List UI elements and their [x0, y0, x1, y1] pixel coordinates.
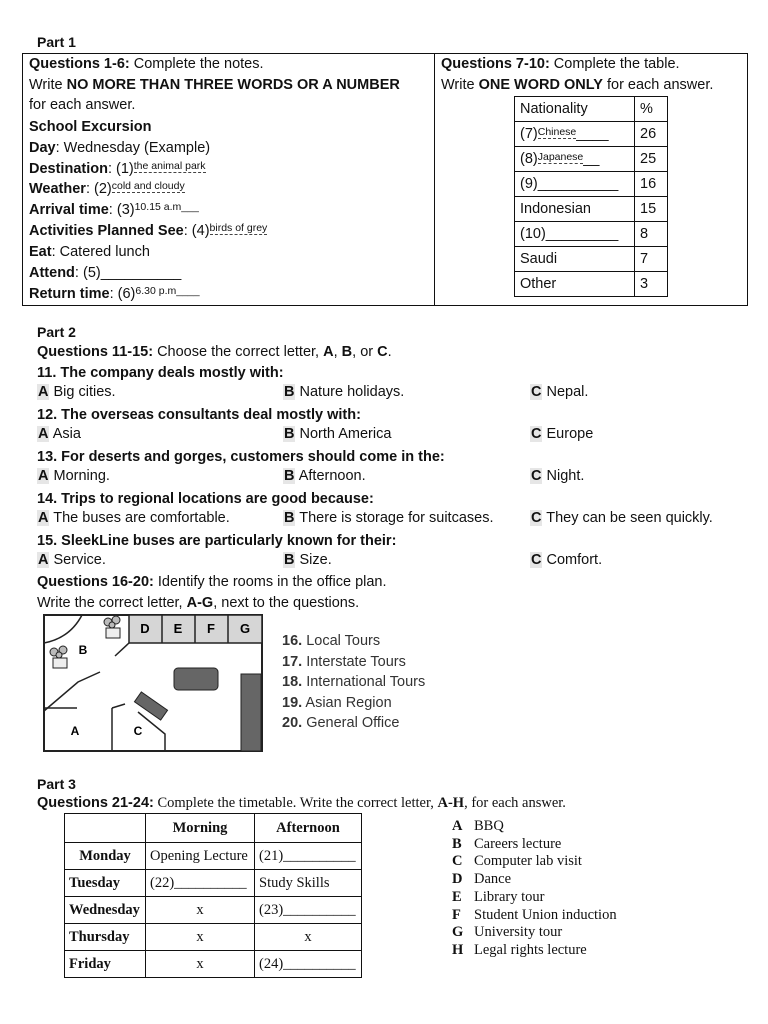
list-item: A BBQ [452, 818, 504, 834]
answer-22[interactable]: (22)__________ [146, 870, 255, 897]
counter [241, 674, 261, 751]
option-a[interactable]: A The buses are comfortable. [38, 510, 230, 526]
list-item: H Legal rights lecture [452, 941, 587, 958]
q11-15-heading: Questions 11-15: Choose the correct letter, A, B, or C. [37, 344, 392, 360]
plan-label-d: D [140, 621, 150, 636]
option-b[interactable]: B Size. [284, 552, 332, 568]
answer-24[interactable]: (24)__________ [255, 951, 362, 978]
option-a[interactable]: A Big cities. [38, 384, 116, 400]
mcq-item: 15. SleekLine buses are particularly known for their: A Service. B Size. C Comfort. [37, 533, 603, 568]
list-item: B Careers lecture [452, 835, 562, 852]
note-line-day: Day: Wednesday (Example) [29, 140, 211, 156]
header-morning: Morning [146, 814, 255, 843]
q1-6-instruction: Write NO MORE THAN THREE WORDS OR A NUMBER [29, 77, 400, 93]
plan-label-g: G [239, 621, 251, 636]
note-line-destination: Destination: (1)the animal park [29, 160, 206, 177]
part1-divider [434, 54, 435, 305]
q1-6-instruction-2: for each answer. [29, 97, 136, 113]
option-c[interactable]: C Nepal. [531, 384, 589, 400]
answer-21[interactable]: (21)__________ [255, 843, 362, 870]
part3-title: Part 3 [37, 776, 76, 792]
list-item: F Student Union induction [452, 906, 617, 923]
q16-20-heading: Questions 16-20: Identify the rooms in the office plan. [37, 574, 387, 590]
option-c[interactable]: C Night. [531, 468, 585, 484]
table-row: Tuesday (22)__________ Study Skills [65, 870, 362, 897]
note-line-attend: Attend: (5)__________ [29, 265, 182, 281]
option-b[interactable]: B North America [284, 426, 392, 442]
room-item: 17. Interstate Tours [282, 653, 406, 670]
table-row: Thursday x x [65, 924, 362, 951]
list-item: C Computer lab visit [452, 853, 582, 870]
room-item: 18. International Tours [282, 674, 426, 690]
option-b[interactable]: B There is storage for suitcases. [284, 510, 494, 526]
q1-6-heading: Questions 1-6: Complete the notes. [29, 56, 264, 72]
note-line-weather: Weather: (2)cold and cloudy [29, 180, 185, 197]
mcq-list [37, 363, 757, 573]
q21-24-heading: Questions 21-24: Complete the timetable. Write the correct letter, A-H, for each answer. [37, 795, 566, 811]
table-header: % [635, 97, 668, 122]
option-b[interactable]: B Nature holidays. [284, 384, 405, 400]
table-row: Friday x (24)__________ [65, 951, 362, 978]
note-line-eat: Eat: Catered lunch [29, 244, 150, 260]
list-item: G University tour [452, 924, 563, 941]
list-item: E Library tour [452, 888, 545, 905]
table-row: Wednesday x (23)__________ [65, 897, 362, 924]
note-line-arrival: Arrival time: $(3)^{10.15 a.m\_\_\_}$ [29, 201, 199, 218]
note-line-activities: Activities Planned See: (4)birds of grey [29, 222, 268, 239]
table-header: Nationality [515, 97, 635, 122]
notes-title: School Excursion [29, 119, 152, 135]
option-c[interactable]: C Comfort. [531, 552, 603, 568]
part1-box [22, 53, 748, 306]
option-b[interactable]: B Afternoon. [284, 468, 366, 484]
table-row: (8)Japanese__ 25 [515, 147, 668, 172]
header-afternoon: Afternoon [255, 814, 362, 843]
answer-2[interactable]: cold and cloudy [111, 180, 185, 192]
office-plan [40, 612, 270, 756]
timetable [64, 813, 362, 978]
table-row: Monday Opening Lecture (21)__________ [65, 843, 362, 870]
plan-label-c: C [133, 724, 143, 738]
room-item: 20. General Office [282, 715, 400, 731]
plan-label-b: B [78, 643, 88, 657]
table-row: Other 3 [515, 272, 668, 297]
mcq-item: 14. Trips to regional locations are good because: A The buses are comfortable. B There is storage for suitcases. C They can be seen quickly. [37, 491, 713, 526]
mcq-item: 13. For deserts and gorges, customers should come in the: A Morning. B Afternoon. C Night. [37, 449, 585, 484]
option-c[interactable]: C They can be seen quickly. [531, 510, 713, 526]
option-list [452, 818, 617, 960]
note-line-return: Return time: $(6)^{6.30 p.m\_\_\_\_}$ [29, 285, 200, 302]
list-item: D Dance [452, 871, 512, 888]
option-a[interactable]: A Asia [38, 426, 81, 442]
answer-4[interactable]: birds of grey [209, 222, 268, 234]
answer-3[interactable]: 10.15 a.m___ [134, 201, 199, 213]
answer-23[interactable]: (23)__________ [255, 897, 362, 924]
mcq-item: 11. The company deals mostly with: A Big cities. B Nature holidays. C Nepal. [37, 365, 589, 400]
part2-title: Part 2 [37, 324, 76, 340]
q7-10-heading: Questions 7-10: Complete the table. [441, 56, 680, 72]
answer-6[interactable]: 6.30 p.m____ [135, 285, 200, 297]
table-row: (9)__________ 16 [515, 172, 668, 197]
plan-label-e: E [173, 621, 183, 636]
table-row: (10)_________ 8 [515, 222, 668, 247]
answer-1[interactable]: the animal park [133, 160, 206, 172]
desk [174, 668, 218, 690]
q7-10-instruction: Write ONE WORD ONLY for each answer. [441, 77, 714, 93]
room-item: 16. Local Tours [282, 633, 381, 649]
plan-label-f: F [207, 621, 215, 636]
mcq-item: 12. The overseas consultants deal mostly with: A Asia B North America C Europe [37, 407, 594, 442]
option-a[interactable]: A Service. [38, 552, 106, 568]
table-row: Saudi 7 [515, 247, 668, 272]
q16-20-instruction: Write the correct letter, A-G, next to the questions. [37, 595, 360, 611]
plan-label-a: A [70, 724, 80, 738]
table-row: Indonesian 15 [515, 197, 668, 222]
room-list [282, 631, 425, 734]
option-c[interactable]: C Europe [531, 426, 594, 442]
room-item: 19. Asian Region [282, 694, 392, 711]
table-row: (7)Chinese____ 26 [515, 122, 668, 147]
part1-title: Part 1 [37, 34, 76, 50]
option-a[interactable]: A Morning. [38, 468, 110, 484]
nationality-table [514, 96, 668, 297]
